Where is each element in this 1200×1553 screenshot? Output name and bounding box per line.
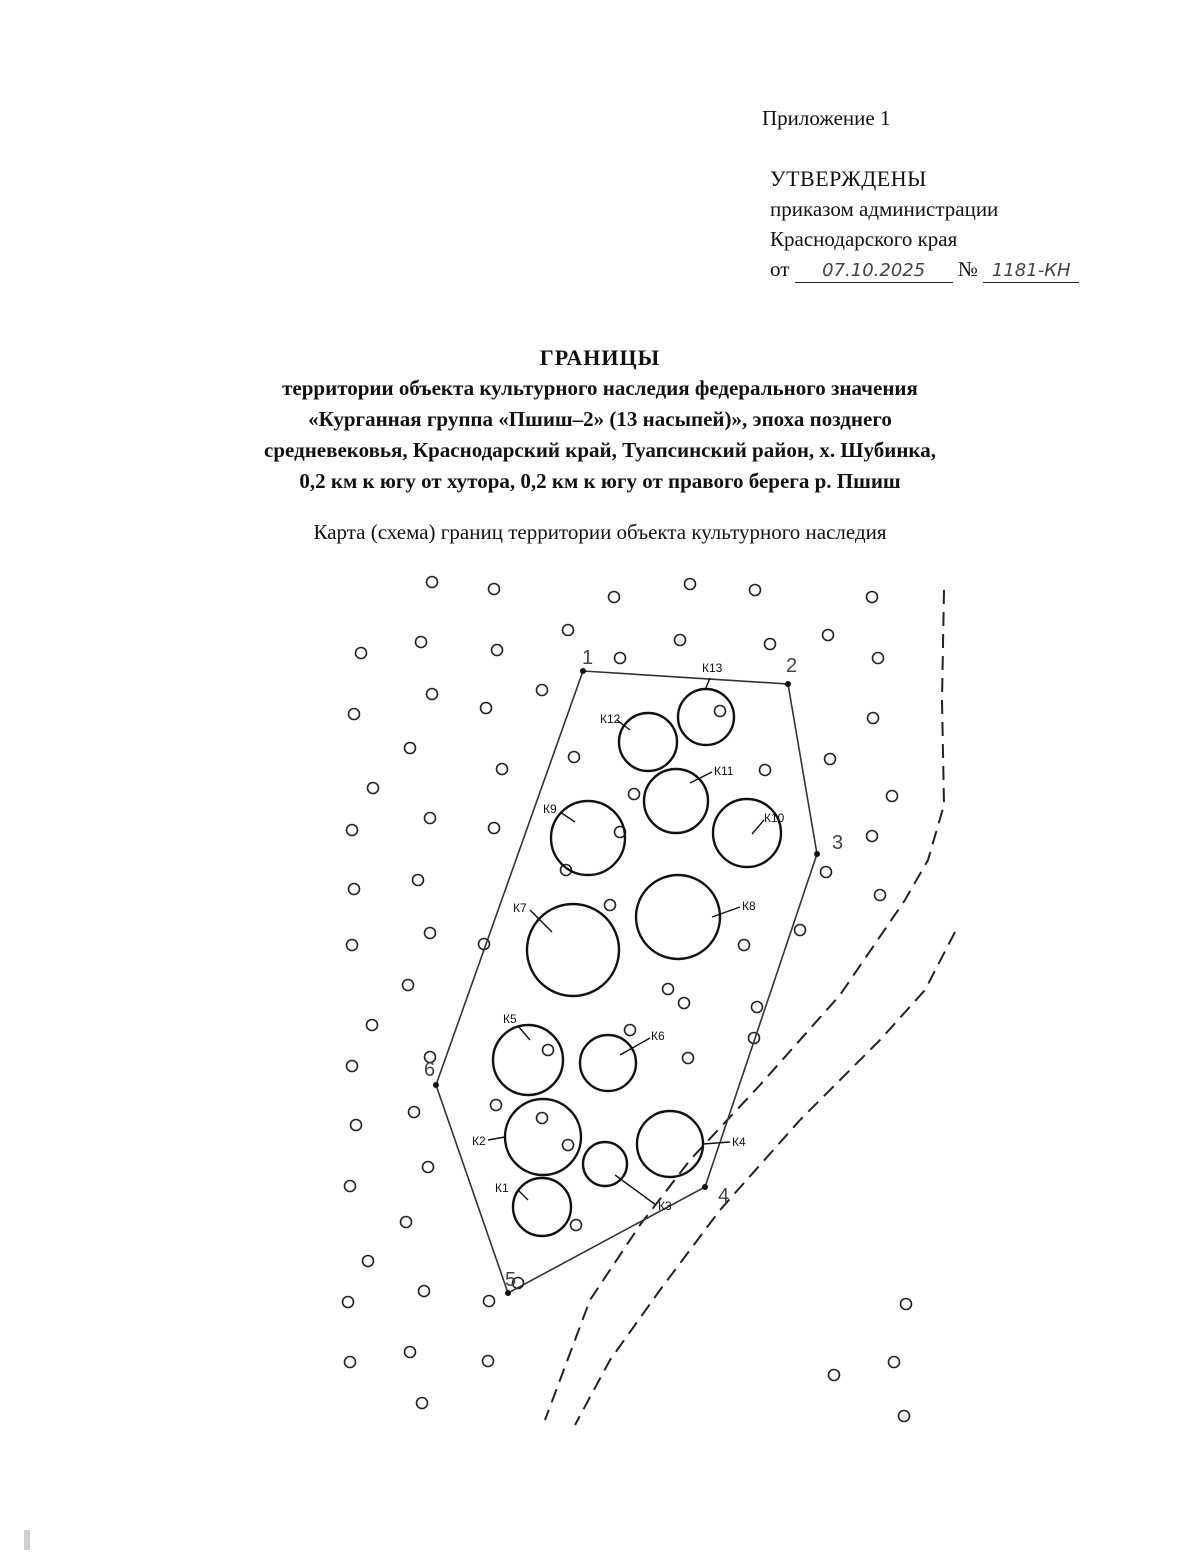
- mound-circle: [713, 799, 781, 867]
- tree-symbol: [563, 1140, 574, 1151]
- title-line-4: 0,2 км к югу от хутора, 0,2 км к югу от правого берега р. Пшиш: [299, 469, 901, 493]
- tree-symbol: [349, 884, 360, 895]
- tree-symbol: [615, 653, 626, 664]
- tree-symbol: [829, 1370, 840, 1381]
- tree-symbol: [537, 685, 548, 696]
- tree-symbol: [345, 1181, 356, 1192]
- vertex-label: 1: [582, 647, 594, 669]
- tree-symbol: [795, 925, 806, 936]
- vertex-label: 4: [718, 1185, 730, 1207]
- mound-circle: [637, 1111, 703, 1177]
- tree-symbol: [899, 1411, 910, 1422]
- mound-leader: [712, 907, 740, 917]
- mound-label: К3: [658, 1199, 672, 1213]
- order-number: 1181-КН: [983, 260, 1079, 283]
- tree-symbol: [629, 789, 640, 800]
- tree-symbol: [484, 1296, 495, 1307]
- tree-symbol: [489, 823, 500, 834]
- mound-label: К13: [702, 661, 723, 675]
- tree-symbol: [715, 706, 726, 717]
- mound-label: К11: [714, 764, 734, 778]
- number-prefix: №: [957, 257, 978, 281]
- tree-symbol: [491, 1100, 502, 1111]
- mound-circle: [580, 1035, 636, 1091]
- tree-symbol: [349, 709, 360, 720]
- tree-symbol: [663, 984, 674, 995]
- title-line-2: «Курганная группа «Пшиш–2» (13 насыпей)», эпоха позднего: [308, 407, 892, 431]
- tree-symbol: [571, 1220, 582, 1231]
- tree-symbol: [368, 783, 379, 794]
- mound-label: К5: [503, 1012, 517, 1026]
- mound-label: К8: [742, 899, 756, 913]
- tree-symbol: [347, 940, 358, 951]
- mound-label: К10: [764, 811, 785, 825]
- mound-label: К7: [513, 901, 527, 915]
- mound-leader: [752, 820, 764, 834]
- title-main: ГРАНИЦЫ: [539, 345, 661, 370]
- tree-symbol: [825, 754, 836, 765]
- vertex-label: 2: [786, 655, 798, 677]
- order-line-2: Краснодарского края: [770, 227, 958, 251]
- tree-symbol: [405, 743, 416, 754]
- scan-margin-mark: [24, 1530, 30, 1550]
- tree-symbol: [760, 765, 771, 776]
- tree-symbol: [605, 900, 616, 911]
- vertex-label: 6: [424, 1059, 436, 1081]
- mound-circle: [551, 801, 625, 875]
- boundary-vertex: [702, 1184, 708, 1190]
- tree-symbol: [343, 1297, 354, 1308]
- tree-symbol: [867, 831, 878, 842]
- tree-symbol: [823, 630, 834, 641]
- tree-symbol: [765, 639, 776, 650]
- tree-symbol: [351, 1120, 362, 1131]
- tree-symbol: [423, 1162, 434, 1173]
- boundary-vertex: [433, 1082, 439, 1088]
- vertex-label: 3: [832, 832, 844, 854]
- tree-symbol: [685, 579, 696, 590]
- mound-leader: [518, 1190, 528, 1200]
- mound-leader: [703, 1142, 730, 1144]
- tree-symbol: [419, 1286, 430, 1297]
- tree-symbol: [543, 1045, 554, 1056]
- tree-symbol: [347, 1061, 358, 1072]
- tree-symbol: [683, 1053, 694, 1064]
- tree-symbol: [425, 813, 436, 824]
- tree-symbol: [489, 584, 500, 595]
- tree-symbol: [363, 1256, 374, 1267]
- tree-symbol: [345, 1357, 356, 1368]
- mound-leader: [488, 1137, 505, 1140]
- mound-circle: [493, 1025, 563, 1095]
- order-date: 07.10.2025: [795, 260, 953, 283]
- tree-symbol: [867, 592, 878, 603]
- tree-symbol: [675, 635, 686, 646]
- tree-symbol: [679, 998, 690, 1009]
- tree-symbol: [497, 764, 508, 775]
- mound-label: К6: [651, 1029, 665, 1043]
- tree-symbol: [887, 791, 898, 802]
- tree-symbol: [875, 890, 886, 901]
- tree-symbol: [609, 592, 620, 603]
- approval-title: УТВЕРЖДЕНЫ: [770, 166, 927, 191]
- tree-symbol: [625, 1025, 636, 1036]
- mound-circle: [678, 689, 734, 745]
- mound-circle: [527, 904, 619, 996]
- tree-symbols: [343, 577, 912, 1422]
- tree-symbol: [492, 645, 503, 656]
- mound-circle: [513, 1178, 571, 1236]
- tree-symbol: [367, 1020, 378, 1031]
- mound-label: К1: [495, 1181, 509, 1195]
- tree-symbol: [563, 625, 574, 636]
- tree-symbol: [417, 1398, 428, 1409]
- tree-symbol: [873, 653, 884, 664]
- mound-label: К12: [600, 712, 621, 726]
- tree-symbol: [405, 1347, 416, 1358]
- mound-leader: [615, 1175, 656, 1205]
- tree-symbol: [416, 637, 427, 648]
- appendix-label: Приложение 1: [762, 106, 891, 130]
- tree-symbol: [569, 752, 580, 763]
- tree-symbol: [403, 980, 414, 991]
- tree-symbol: [889, 1357, 900, 1368]
- tree-symbol: [413, 875, 424, 886]
- mound-circle: [619, 713, 677, 771]
- mound-circles: [472, 661, 785, 1236]
- mound-label: К2: [472, 1134, 486, 1148]
- tree-symbol: [750, 585, 761, 596]
- mound-circle: [636, 875, 720, 959]
- territory-boundary: [436, 671, 817, 1293]
- tree-symbol: [868, 713, 879, 724]
- mound-leader: [560, 812, 575, 822]
- mound-circle: [505, 1099, 581, 1175]
- mound-label: К4: [732, 1135, 746, 1149]
- mound-label: К9: [543, 802, 557, 816]
- tree-symbol: [821, 867, 832, 878]
- tree-symbol: [537, 1113, 548, 1124]
- boundary-vertex: [785, 681, 791, 687]
- boundary-vertex: [814, 851, 820, 857]
- vertex-label: 5: [505, 1269, 517, 1291]
- mound-leader: [518, 1026, 530, 1040]
- map-caption: Карта (схема) границ территории объекта культурного наследия: [313, 520, 887, 544]
- boundary-vertices: [424, 647, 843, 1296]
- tree-symbol: [356, 648, 367, 659]
- tree-symbol: [901, 1299, 912, 1310]
- tree-symbol: [401, 1217, 412, 1228]
- title-line-3: средневековья, Краснодарский край, Туапсинский район, х. Шубинка,: [264, 438, 936, 462]
- road-edge-inner: [575, 932, 955, 1425]
- order-line-1: приказом администрации: [770, 197, 999, 221]
- tree-symbol: [427, 689, 438, 700]
- tree-symbol: [481, 703, 492, 714]
- title-line-1: территории объекта культурного наследия федерального значения: [282, 376, 918, 400]
- tree-symbol: [483, 1356, 494, 1367]
- tree-symbol: [347, 825, 358, 836]
- tree-symbol: [425, 928, 436, 939]
- tree-symbol: [409, 1107, 420, 1118]
- tree-symbol: [427, 577, 438, 588]
- tree-symbol: [739, 940, 750, 951]
- tree-symbol: [752, 1002, 763, 1013]
- date-prefix: от: [770, 257, 790, 281]
